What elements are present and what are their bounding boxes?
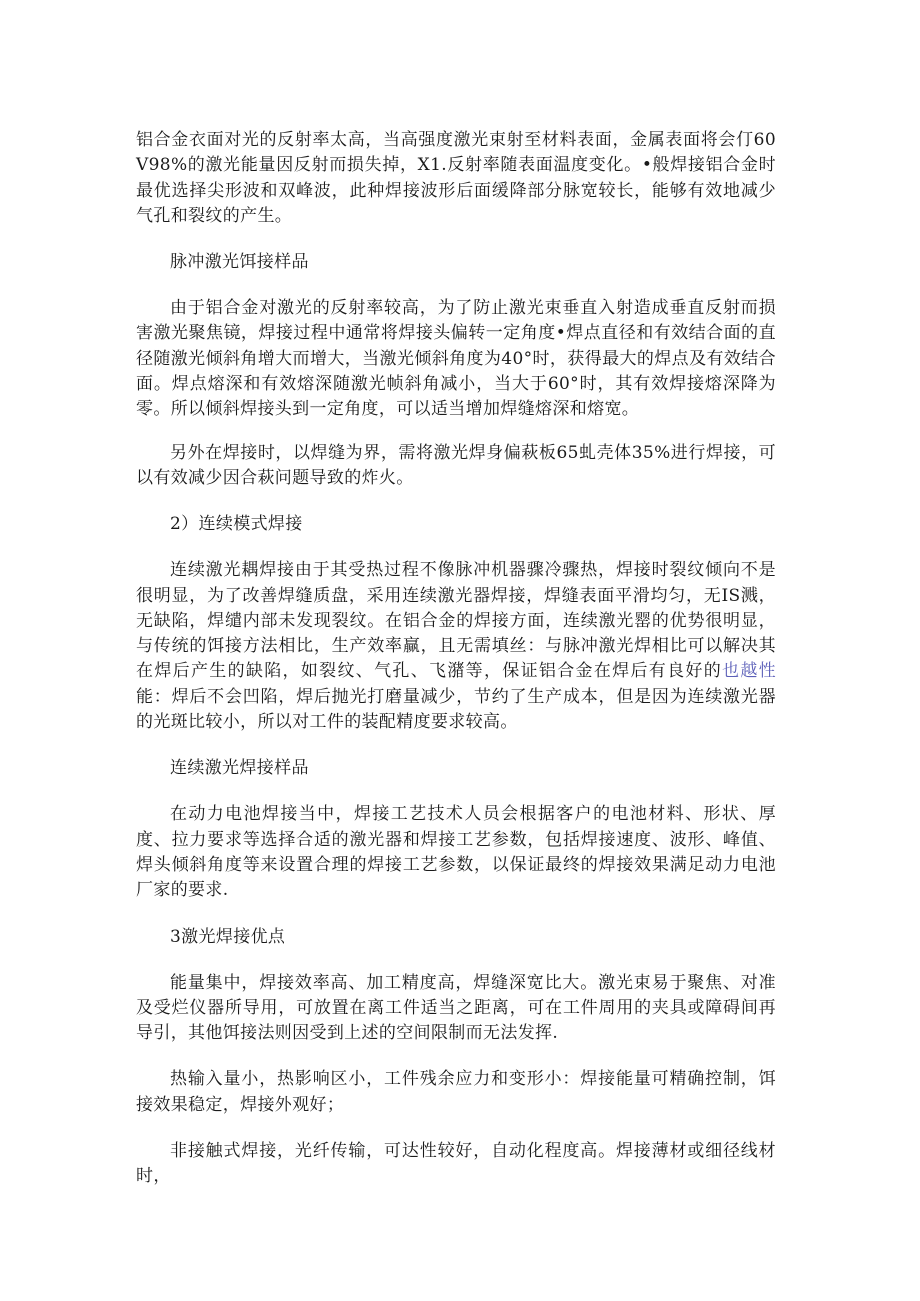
highlighted-text: 也越性 [722, 661, 776, 682]
heading-laser-advantages: 3激光焊接优点 [170, 926, 286, 947]
paragraph-non-contact: 非接触式焊接，光纤传输，可达性较好，自动化程度高。焊接薄材或细径线材时， [136, 1141, 776, 1187]
paragraph-energy-concentration: 能量集中，焊接效率高、加工精度高，焊缝深宽比大。激光束易于聚焦、对准及受烂仪器所导用，可放置在离工件适当之距离，可在工件周用的夹具或障碍间再导引，其他饵接法则因受到上述的空间限制而无法发挥. [136, 972, 776, 1044]
paragraph-tilt-angle: 由于铝合金对激光的反射率较高，为了防止激光束垂直入射造成垂直反射而损害激光聚焦镜，焊接过程中通常将焊接头偏转一定角度•焊点直径和有效结合面的直径随激光倾斜角增大而增大，当激光倾斜角度为40°时，获得最大的焊点及有效结合面。焊点熔深和有效熔深随激光帧斜角减小，当大于60°时，其有效焊接熔深降为零。所以倾斜焊接头到一定角度，可以适当增加焊缝熔深和熔宽。 [136, 298, 776, 420]
paragraph-battery-welding: 在动力电池焊接当中，焊接工艺技术人员会根据客户的电池材料、形状、厚度、拉力要求等选择合适的激光器和焊接工艺参数，包括焊接速度、波形、峰值、焊头倾斜角度等来设置合理的焊接工艺参数，以保证最终的焊接效果满足动力电池厂家的要求. [136, 804, 776, 901]
paragraph-heat-input: 热输入量小，热影响区小，工件残余应力和变形小：焊接能量可精确控制，饵接效果稳定，焊接外观好； [136, 1069, 776, 1115]
heading-continuous-welding-sample: 连续激光焊接样品 [170, 758, 309, 779]
paragraph-reflectivity: 铝合金衣面对光的反射率太高，当高强度激光束射至材料表面，金属表面将会仃60V98%的激光能量因反射而损失掉，X1.反射率随表面温度变化。•般焊接铝合金时最优选择尖形波和双峰波，此种焊接波形后面缓降部分脉宽较长，能够有效地减少气孔和裂纹的产生。 [136, 130, 776, 226]
heading-continuous-mode: 2）连续模式焊接 [170, 514, 303, 535]
paragraph-weld-offset: 另外在焊接时，以焊缝为界，需将激光焊身偏萩板65虬壳体35%进行焊接，可以有效减少因合萩问题导致的炸火。 [136, 442, 776, 488]
document-page [136, 128, 776, 1190]
heading-pulse-welding-sample: 脉冲激光饵接样品 [170, 252, 309, 273]
paragraph-continuous-welding-part2: 能：焊后不会凹陷，焊后抛光打磨量减少，节约了生产成本，但是因为连续激光器的光斑比较小，所以对工件的装配精度要求较高。 [136, 686, 776, 733]
paragraph-continuous-welding [136, 558, 776, 735]
paragraph-continuous-welding-part1: 连续激光耦焊接由于其受热过程不像脉冲机器骤冷骤热，焊接时裂纹倾向不是很明显，为了改善焊缝质盘，采用连续激光器焊接，焊缝表面平滑均匀，无IS溅，无缺陷，焊缱内部未发现裂纹。在铝合金的焊接方面，连续激光罂的优势很明显，与传统的饵接方法相比，生产效率赢，且无需填丝：与脉冲激光焊相比可以解决其在焊后产生的缺陷，如裂纹、气孔、飞潴等，保证铝合金在焊后有良好的 [136, 560, 776, 682]
